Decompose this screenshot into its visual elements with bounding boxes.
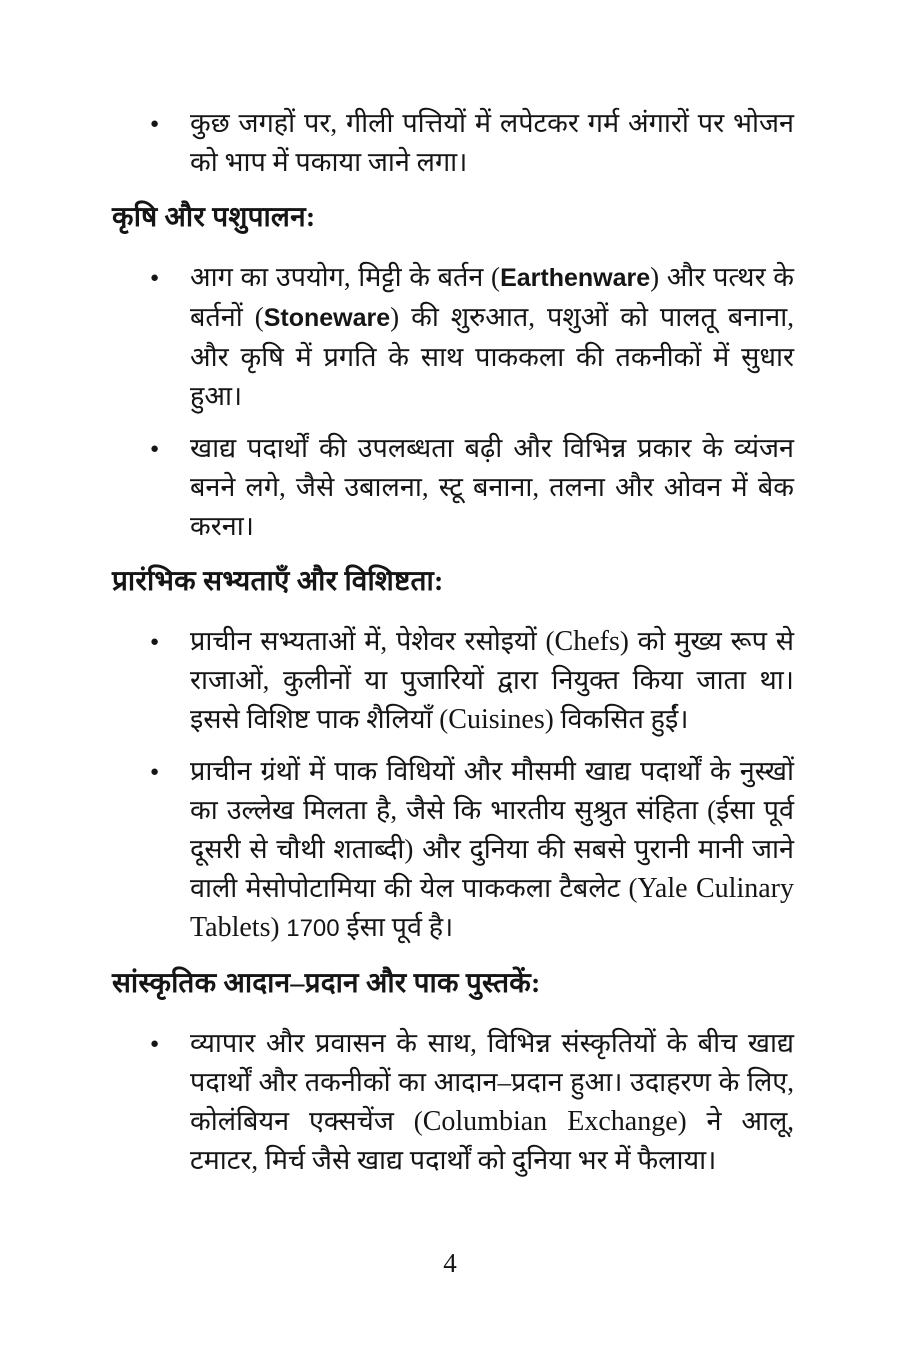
text-run-hi: ) को मुख्य रूप से राजाओं, कुलीनों या पुजारियों द्वारा नियुक्त किया जाता था। इससे विशिष्ट पाक शैलियाँ ( (190, 626, 794, 734)
text-run-hi: ईसा पूर्व है। (339, 912, 454, 942)
bullet-item (150, 104, 794, 182)
bullet-list (112, 1024, 794, 1180)
page-number: 4 (443, 1248, 457, 1278)
bullet-icon: ● (150, 441, 160, 457)
bullet-icon: ● (150, 764, 160, 780)
text-run-en-sans-bold: Earthenware (500, 264, 651, 292)
text-run-hi: व्यापार और प्रवासन के साथ, विभिन्न संस्कृतियों के बीच खाद्य पदार्थों और तकनीकों का आदान–प्रदान हुआ। उदाहरण के लिए, कोलंबियन एक्सचेंज ( (190, 1028, 794, 1136)
section-heading: प्रारंभिक सभ्यताएँ और विशिष्टता: (112, 566, 444, 597)
text-run-en-sans-bold: Stoneware (263, 304, 391, 332)
text-run-hi: ) की शुरुआत, पशुओं को पालतू बनाना, और कृषि में प्रगति के साथ पाककला की तकनीकों में सुधार हुआ। (190, 302, 794, 411)
bullet-icon: ● (150, 116, 160, 132)
bullet-item (150, 1024, 794, 1180)
section-heading: सांस्कृतिक आदान–प्रदान और पाक पुस्तकें: (112, 968, 541, 999)
page-footer (0, 1248, 900, 1279)
bullet-icon: ● (150, 634, 160, 650)
text-run-hi: ) (270, 912, 287, 942)
bullet-item (150, 622, 794, 739)
text-run-hi: प्राचीन सभ्यताओं में, पेशेवर रसोइयों ( (190, 626, 555, 656)
text-run-en-serif: Cuisines (448, 704, 545, 735)
bullet-list (112, 622, 794, 948)
text-run-hi: आग का उपयोग, मिट्टी के बर्तन ( (190, 262, 501, 292)
bullet-item (150, 752, 794, 948)
text-run-hi: खाद्य पदार्थों की उपलब्धता बढ़ी और विभिन्न प्रकार के व्यंजन बनने लगे, जैसे उबालना, स्टू बनाना, तलना और ओवन में बेक करना। (190, 433, 794, 541)
bullet-icon: ● (150, 270, 160, 286)
bullet-icon: ● (150, 1036, 160, 1052)
bullet-item (150, 429, 794, 546)
bullet-list (112, 258, 794, 546)
text-run-hi: ) विकसित हुईं। (544, 704, 689, 734)
text-run-hi: ) ने आलू, टमाटर, मिर्च जैसे खाद्य पदार्थों को दुनिया भर में फैलाया। (190, 1106, 794, 1175)
text-run-en-serif: Chefs (554, 626, 620, 657)
bullet-item (150, 258, 794, 416)
text-run-en-serif: Columbian Exchange (422, 1106, 678, 1137)
bullet-list (112, 104, 794, 182)
text-run-en-sans: 1700 (286, 915, 340, 942)
text-run-en-serif: Yale Culinary Tablets (190, 873, 794, 943)
text-run-hi: प्राचीन ग्रंथों में पाक विधियों और मौसमी खाद्य पदार्थों के नुस्खों का उल्लेख मिलता है, जैसे कि भारतीय सुश्रुत संहिता (ईसा पूर्व दूसरी से चौथी शताब्दी) और दुनिया की सबसे पुरानी मानी जाने वाली मेसोपोटामिया की येल पाककला टैबलेट ( (190, 756, 794, 903)
text-run-hi: कुछ जगहों पर, गीली पत्तियों में लपेटकर गर्म अंगारों पर भोजन को भाप में पकाया जाने लगा। (190, 108, 794, 177)
text-run-hi: ) और पत्थर के बर्तनों ( (190, 262, 794, 332)
section-heading: कृषि और पशुपालन: (112, 202, 316, 233)
